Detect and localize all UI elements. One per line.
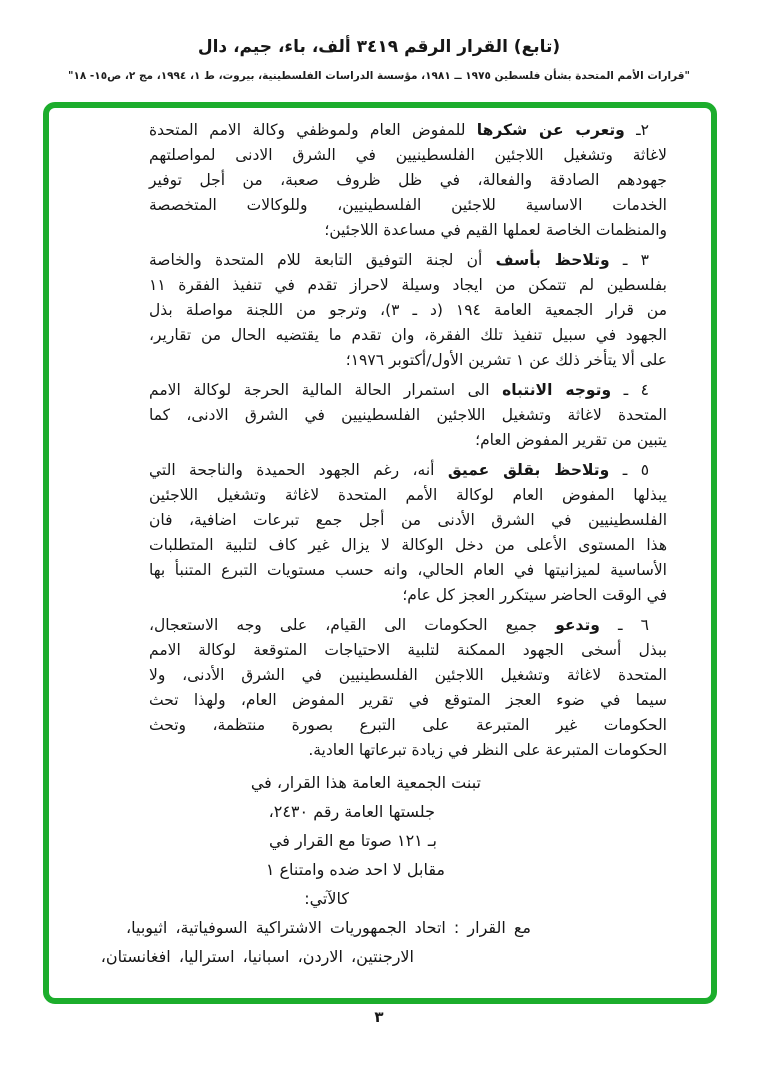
text-segment: الخدمات الاساسية للاجئين الفلسطينيين، وللوكالات المتخصصة bbox=[149, 196, 667, 214]
bold-text-segment: وتوجه الانتباه bbox=[502, 381, 612, 399]
text-line bbox=[149, 688, 667, 713]
text-line bbox=[149, 168, 667, 193]
text-line bbox=[149, 143, 667, 168]
text-segment: الى استمرار الحالة المالية الحرجة لوكالة الامم bbox=[149, 381, 503, 399]
text-line bbox=[149, 298, 667, 323]
adoption-line: بـ ١٢١ صوتا مع القرار في bbox=[268, 831, 437, 850]
text-line bbox=[149, 323, 667, 348]
vote-for-line: الارجنتين، الاردن، اسبانيا، استراليا، افغانستان، bbox=[100, 947, 414, 966]
text-line bbox=[149, 273, 667, 298]
text-line bbox=[149, 458, 667, 483]
text-segment: أن لجنة التوفيق التابعة للام المتحدة والخاصة bbox=[149, 251, 496, 269]
text-line bbox=[149, 738, 667, 763]
text-segment: يتبين من تقرير المفوض العام؛ bbox=[475, 431, 667, 449]
text-segment: ٤ ـ bbox=[611, 381, 649, 399]
adoption-line: جلستها العامة رقم ٢٤٣٠، bbox=[268, 802, 435, 821]
bold-text-segment: وتلاحظ بقلق عميق bbox=[447, 461, 610, 479]
text-segment: ببذل أسخى الجهود الممكنة لتلبية الاحتياجات المتوقعة لوكالة الامم bbox=[149, 641, 667, 659]
text-line bbox=[149, 483, 667, 508]
text-line bbox=[149, 193, 667, 218]
paragraph bbox=[149, 118, 667, 243]
text-line bbox=[149, 508, 667, 533]
text-segment: على ألا يتأخر ذلك عن ١ تشرين الأول/أكتوبر ١٩٧٦؛ bbox=[345, 351, 667, 369]
paragraph bbox=[149, 458, 667, 608]
text-line bbox=[149, 713, 667, 738]
adoption-line: مقابل لا احد ضده وامتناع ١ bbox=[265, 860, 445, 879]
text-segment: لاغاثة وتشغيل اللاجئين الفلسطينيين في الشرق الادنى لمواصلتهم bbox=[149, 146, 667, 164]
vote-for-block bbox=[100, 913, 667, 971]
text-line bbox=[149, 613, 667, 638]
text-line bbox=[149, 348, 667, 373]
page-header-title: (تابع) القرار الرقم ٣٤١٩ ألف، باء، جيم، دال bbox=[197, 37, 561, 57]
text-line bbox=[149, 558, 667, 583]
text-segment: المتحدة لاغاثة وتشغيل اللاجئين الفلسطينيين في الشرق الأدنى، ولا bbox=[149, 666, 667, 684]
text-line bbox=[149, 118, 667, 143]
text-segment: بفلسطين لم تتمكن من ايجاد وسيلة لاحراز تقدم في تنفيذ الفقرة ١١ bbox=[149, 276, 667, 294]
text-segment: للمفوض العام ولموظفي وكالة الامم المتحدة bbox=[149, 121, 477, 139]
adoption-block bbox=[149, 768, 667, 913]
paragraph bbox=[149, 378, 667, 453]
text-segment: هذا المستوى الأعلى من دخل الوكالة لا يزال غير كاف لتلبية المتطلبات bbox=[149, 536, 667, 554]
text-segment: ٣ ـ bbox=[609, 251, 649, 269]
text-line bbox=[149, 583, 667, 608]
text-segment: جميع الحكومات الى القيام، على وجه الاستعجال، bbox=[149, 616, 556, 634]
text-segment: والمنظمات الخاصة لعملها القيم في مساعدة اللاجئين؛ bbox=[324, 221, 667, 239]
text-line bbox=[149, 248, 667, 273]
vote-for-line: مع القرار : اتحاد الجمهوريات الاشتراكية السوفياتية، اثيوبيا، bbox=[125, 918, 531, 937]
bold-text-segment: وتعرب عن شكرها bbox=[476, 121, 625, 139]
text-segment: ٢ـ bbox=[624, 121, 649, 139]
adoption-line: تبنت الجمعية العامة هذا القرار، في bbox=[250, 773, 481, 792]
document-body bbox=[49, 108, 711, 971]
adoption-line: كالآتي: bbox=[304, 889, 349, 908]
text-segment: الحكومات غير المتبرعة على التبرع بصورة منتظمة، وتحث bbox=[149, 716, 667, 734]
paragraph bbox=[149, 248, 667, 373]
text-segment: الجهود في سبيل تنفيذ تلك الفقرة، وان تقدم ما يقتضيه الحال من تقارير، bbox=[149, 326, 667, 344]
text-line bbox=[149, 378, 667, 403]
text-segment: الفلسطينيين في الشرق الأدنى من أجل جمع تبرعات اضافية، فان bbox=[149, 511, 667, 529]
text-segment: في الوقت الحاضر سيتكرر العجز كل عام؛ bbox=[402, 586, 667, 604]
text-segment: من قرار الجمعية العامة ١٩٤ (د ـ ٣)، وترجو من اللجنة مواصلة بذل bbox=[149, 301, 667, 319]
text-line bbox=[149, 218, 667, 243]
paragraph bbox=[149, 613, 667, 763]
text-segment: المتحدة لاغاثة وتشغيل اللاجئين الفلسطينيين في الشرق الادنى، كما bbox=[149, 406, 667, 424]
text-line bbox=[149, 663, 667, 688]
text-segment: الحكومات المتبرعة على النظر في زيادة تبرعاتها العادية. bbox=[308, 741, 667, 759]
text-segment: الأساسية لميزانيتها في العام الحالي، وانه حسب مستويات التبرع المتنبأ بها bbox=[149, 561, 667, 579]
page-number: ٣ bbox=[374, 1008, 384, 1026]
text-line bbox=[149, 428, 667, 453]
text-segment: جهودهم الصادقة والفعالة، في ظل ظروف صعبة، من أجل توفير bbox=[149, 171, 667, 189]
text-segment: أنه، رغم الجهود الحميدة والناجحة التي bbox=[149, 461, 448, 479]
text-line bbox=[149, 533, 667, 558]
bold-text-segment: وتلاحظ بأسف bbox=[495, 251, 610, 269]
text-segment: يبذلها المفوض العام لوكالة الأمم المتحدة لاغاثة وتشغيل اللاجئين bbox=[149, 486, 667, 504]
text-segment: ٥ ـ bbox=[609, 461, 650, 479]
text-segment: ٦ ـ bbox=[599, 616, 649, 634]
text-segment: سيما في ضوء العجز المتوقع في تقرير المفوض العام، ولهذا تحث bbox=[149, 691, 667, 709]
content-border-box bbox=[43, 102, 717, 1004]
text-line bbox=[149, 638, 667, 663]
bold-text-segment: وتدعو bbox=[555, 616, 600, 634]
page-header-citation: "قرارات الأمم المتحدة بشأن فلسطين ١٩٧٥ ــ ١٩٨١، مؤسسة الدراسات الفلسطينية، بيروت، ط ١، ١٩٩٤، مج ٢، ص١٥- ١٨" bbox=[67, 70, 691, 82]
text-line bbox=[149, 403, 667, 428]
